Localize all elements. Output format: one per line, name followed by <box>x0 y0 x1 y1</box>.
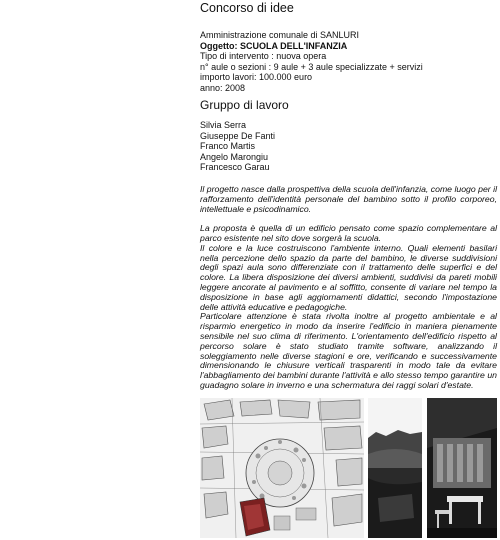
team-member: Francesco Garau <box>200 162 270 172</box>
description-paragraph: Particolare attenzione è stata rivolta inoltre al progetto ambientale e al risparmio energetico in modo da inserire l'edificio in maniera pienamente sensibile nel suo clima di riferimento. L'orientamento dell'edificio rispetto al percorso solare è stato studiato tramite software, analizzando il soleggiamento nelle diverse stagioni e ore, verificando e successivamente dimensionando le chiusure verticali trasparenti in modo tale da evitare l'abbagliamento dei bambini durante l'attività e allo stesso tempo garantire un guadagno solare in inverno e una schermatura dei raggi solari d'estate. <box>200 311 497 390</box>
site-plan-image <box>200 398 364 538</box>
type-line: Tipo di intervento : nuova opera <box>200 51 327 61</box>
team-member: Silvia Serra <box>200 120 247 130</box>
team-member: Angelo Marongiu <box>200 151 269 162</box>
team-member: Franco Martis <box>200 141 256 151</box>
project-description <box>200 185 497 391</box>
rooms-line: n° aule o sezioni : 9 aule + 3 aule specializzate + servizi <box>200 61 423 72</box>
subject-line: Oggetto: SCUOLA DELL'INFANZIA <box>200 40 348 51</box>
amount-line: importo lavori: 100.000 euro <box>200 72 313 82</box>
page-title: Concorso di idee <box>200 1 294 15</box>
client-line: Amministrazione comunale di SANLURI <box>200 30 360 40</box>
year-line: anno: 2008 <box>200 82 246 93</box>
interior-photo-image <box>427 398 497 538</box>
description-paragraph: Il colore e la luce costruiscono l'ambiente interno. Quali elementi basilari nella percezione dello spazio da parte del bambino, le diverse suddivisioni degli spazi aula sono differenziate con il trattamento delle superfici e del colore. La libera disposizione dei diversi ambienti, suddivisi da pareti mobili leggere ancorate al pavimento e al soffitto, consente di variare nel tempo la disposizione in base agli aggiornamenti didattici, secondo l'impostazione delle attività educative e pedagogiche. <box>200 242 497 312</box>
description-paragraph: La proposta è quella di un edificio pensato come spazio complementare al parco esistente nel sito dove sorgerà la scuola. <box>200 223 497 243</box>
site-photo-image <box>368 398 422 538</box>
team-member: Giuseppe De Fanti <box>200 130 276 141</box>
group-title: Gruppo di lavoro <box>200 98 289 112</box>
description-paragraph: Il progetto nasce dalla prospettiva della scuola dell'infanzia, come luogo per il rafforzamento dell'identità personale del bambino sotto il profilo corporeo, intellettuale e psicodinamico. <box>200 184 497 214</box>
team-list <box>200 120 497 173</box>
project-info <box>200 30 497 93</box>
